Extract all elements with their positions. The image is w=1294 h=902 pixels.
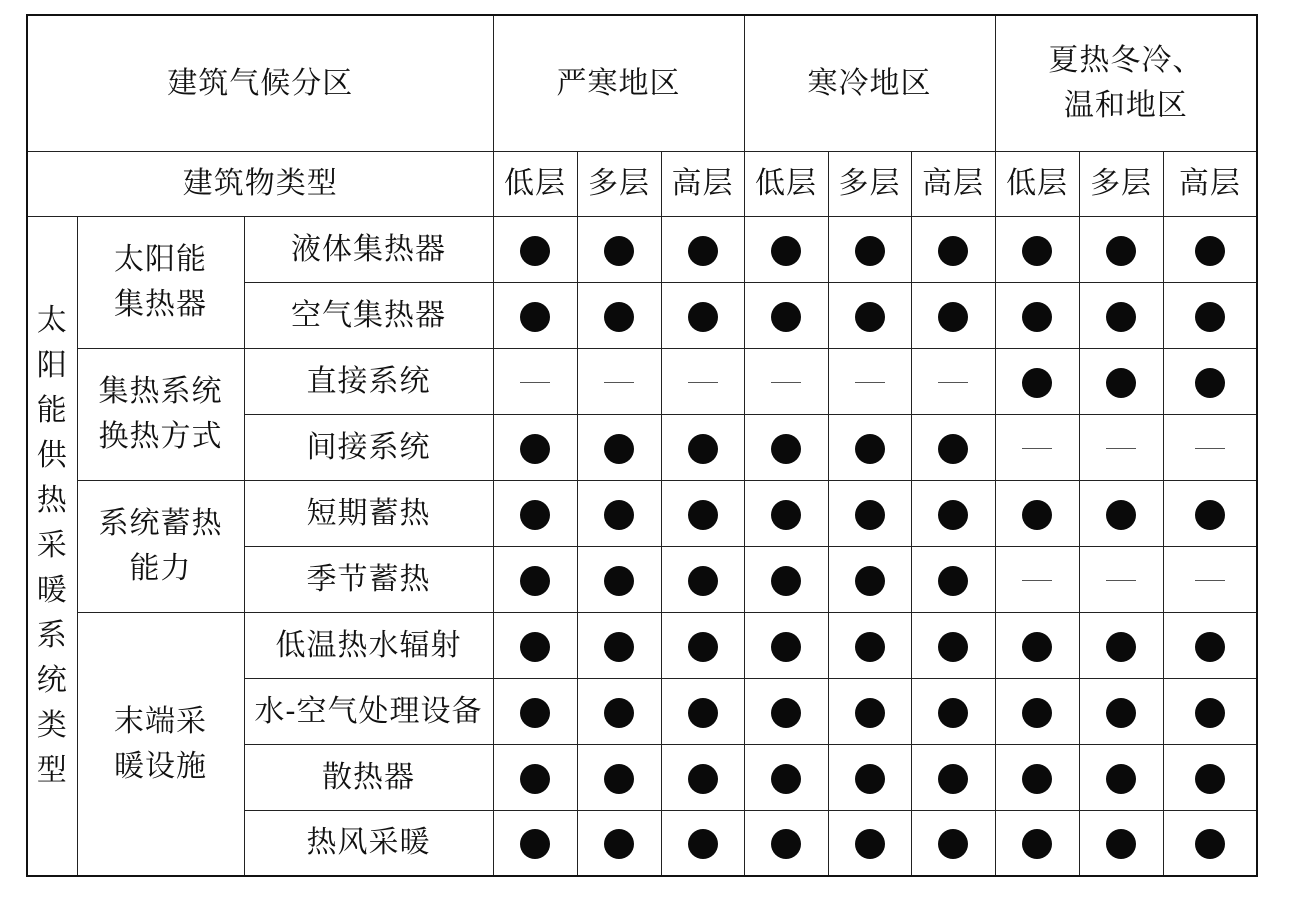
cell [828,612,911,678]
applicable-dot [688,698,718,728]
not-applicable-dash [688,382,718,383]
applicable-dot [1022,236,1052,266]
cell [828,282,911,348]
applicable-dot [520,829,550,859]
not-applicable-dash [938,382,968,383]
zone-hot-summer-mild [995,15,1257,151]
applicable-dot [938,434,968,464]
side-title-text: 太阳能供热采暖系统类型 [36,303,68,789]
applicable-dot [938,829,968,859]
not-applicable-dash [1195,580,1225,581]
cell [744,216,828,282]
applicable-dot [520,698,550,728]
applicable-dot [1195,500,1225,530]
applicable-dot [604,829,634,859]
cell [577,480,661,546]
cell [1079,612,1163,678]
applicable-dot [1106,764,1136,794]
cell [1163,282,1257,348]
row-label: 热风采暖 [244,810,493,876]
applicable-dot [1022,368,1052,398]
group-label-line1: 系统蓄热 [98,506,223,541]
applicable-dot [1106,632,1136,662]
cell [1079,810,1163,876]
applicable-dot [1195,764,1225,794]
cell [1079,480,1163,546]
applicable-dot [604,566,634,596]
cell [1079,414,1163,480]
zone-hot-summer-line1: 夏热冬冷、 [1048,43,1204,79]
applicable-dot [855,434,885,464]
applicable-dot [1022,764,1052,794]
cell [1163,216,1257,282]
cell [577,612,661,678]
applicable-dot [855,236,885,266]
cell [911,678,995,744]
applicable-dot [604,698,634,728]
applicable-dot [938,632,968,662]
cell [911,216,995,282]
group-label [77,612,244,876]
row-label: 低温热水辐射 [244,612,493,678]
row-label: 空气集热器 [244,282,493,348]
table-row [27,348,1257,414]
cell [661,414,744,480]
cell [744,810,828,876]
applicable-dot [604,764,634,794]
cell [995,348,1079,414]
zone-hot-summer-line2: 温和地区 [1063,88,1188,124]
applicable-dot [604,434,634,464]
applicable-dot [688,236,718,266]
cell [493,282,577,348]
applicable-dot [1106,829,1136,859]
applicable-dot [855,566,885,596]
cell [1163,414,1257,480]
applicable-dot [520,434,550,464]
cell [661,216,744,282]
group-label-line2: 能力 [129,551,192,586]
cell [828,546,911,612]
cell [493,810,577,876]
not-applicable-dash [520,382,550,383]
not-applicable-dash [604,382,634,383]
cell [911,744,995,810]
cell [493,546,577,612]
group-label-line1: 末端采 [114,703,207,739]
cell [1163,612,1257,678]
row-label: 间接系统 [244,414,493,480]
applicable-dot [520,302,550,332]
zone-header-label: 建筑气候分区 [27,15,493,151]
applicable-dot [688,434,718,464]
applicable-dot [938,764,968,794]
applicable-dot [1195,698,1225,728]
applicable-dot [771,434,801,464]
cell [995,480,1079,546]
cell [661,810,744,876]
cell [661,612,744,678]
cell [577,546,661,612]
cell [1079,216,1163,282]
applicable-dot [1195,236,1225,266]
not-applicable-dash [771,382,801,383]
applicable-dot [688,500,718,530]
cell [493,744,577,810]
cell [911,282,995,348]
height-header-7: 多层 [1079,151,1163,216]
applicable-dot [938,236,968,266]
cell [744,678,828,744]
not-applicable-dash [1022,448,1052,449]
table-row [27,612,1257,678]
not-applicable-dash [1022,580,1052,581]
cell [828,810,911,876]
applicable-dot [604,632,634,662]
not-applicable-dash [1106,580,1136,581]
group-label-line1: 集热系统 [98,374,223,409]
cell [828,480,911,546]
cell [1079,744,1163,810]
cell [744,348,828,414]
cell [661,678,744,744]
cell [1163,678,1257,744]
zone-severe-cold: 严寒地区 [493,15,744,151]
cell [995,414,1079,480]
cell [995,810,1079,876]
applicable-dot [938,302,968,332]
applicable-dot [771,764,801,794]
cell [995,546,1079,612]
height-header-5: 高层 [911,151,995,216]
cell [661,282,744,348]
applicable-dot [688,764,718,794]
applicable-dot [855,698,885,728]
height-header-3: 低层 [744,151,828,216]
cell [911,348,995,414]
height-header-6: 低层 [995,151,1079,216]
group-label-line2: 换热方式 [98,419,223,454]
cell [828,348,911,414]
applicable-dot [1106,302,1136,332]
applicable-dot [938,698,968,728]
row-label: 散热器 [244,744,493,810]
row-label: 液体集热器 [244,216,493,282]
height-header-4: 多层 [828,151,911,216]
cell [911,414,995,480]
building-type-label: 建筑物类型 [27,151,493,216]
cell [577,744,661,810]
applicable-dot [520,764,550,794]
applicable-dot [771,500,801,530]
applicable-dot [1022,632,1052,662]
cell [828,744,911,810]
cell [828,216,911,282]
cell [577,810,661,876]
cell [744,546,828,612]
applicable-dot [771,566,801,596]
cell [1163,546,1257,612]
climate-zone-table [26,14,1258,877]
height-header-1: 多层 [577,151,661,216]
cell [1163,744,1257,810]
applicable-dot [1022,500,1052,530]
cell [744,612,828,678]
cell [828,678,911,744]
applicable-dot [938,500,968,530]
cell [995,744,1079,810]
cell [1163,810,1257,876]
applicable-dot [1195,632,1225,662]
cell [493,612,577,678]
applicable-dot [1195,302,1225,332]
group-label-line1: 太阳能 [114,242,207,277]
cell [493,480,577,546]
cell [995,282,1079,348]
cell [577,282,661,348]
applicable-dot [520,566,550,596]
applicable-dot [520,236,550,266]
cell [995,612,1079,678]
applicable-dot [771,302,801,332]
zone-cold: 寒冷地区 [744,15,995,151]
applicable-dot [688,566,718,596]
row-label: 短期蓄热 [244,480,493,546]
cell [911,612,995,678]
cell [911,480,995,546]
cell [744,480,828,546]
applicable-dot [855,302,885,332]
cell [661,348,744,414]
group-label-line2: 暖设施 [114,748,207,784]
cell [577,414,661,480]
group-label-line2: 集热器 [114,287,207,322]
applicable-dot [771,829,801,859]
cell [911,546,995,612]
applicable-dot [688,302,718,332]
cell [577,678,661,744]
cell [995,216,1079,282]
group-label [77,348,244,480]
applicable-dot [855,764,885,794]
applicable-dot [688,829,718,859]
cell [577,216,661,282]
applicable-dot [1022,829,1052,859]
applicable-dot [771,698,801,728]
applicable-dot [771,632,801,662]
applicable-dot [520,632,550,662]
not-applicable-dash [1106,448,1136,449]
cell [1163,480,1257,546]
group-label [77,216,244,348]
not-applicable-dash [1195,448,1225,449]
cell [661,480,744,546]
applicable-dot [604,500,634,530]
applicable-dot [604,236,634,266]
applicable-dot [688,632,718,662]
cell [1163,348,1257,414]
applicable-dot [1022,698,1052,728]
applicable-dot [1106,236,1136,266]
group-label [77,480,244,612]
cell [493,216,577,282]
applicable-dot [938,566,968,596]
cell [911,810,995,876]
applicable-dot [1106,368,1136,398]
table-row [27,480,1257,546]
cell [661,546,744,612]
cell [1079,678,1163,744]
cell [577,348,661,414]
not-applicable-dash [855,382,885,383]
building-type-row [27,151,1257,216]
height-header-2: 高层 [661,151,744,216]
cell [995,678,1079,744]
applicable-dot [855,500,885,530]
applicable-dot [855,632,885,662]
applicable-dot [604,302,634,332]
height-header-8: 高层 [1163,151,1257,216]
cell [744,282,828,348]
applicable-dot [1195,829,1225,859]
cell [1079,546,1163,612]
applicable-dot [1022,302,1052,332]
row-label: 水-空气处理设备 [244,678,493,744]
side-title [27,216,77,876]
table-row [27,216,1257,282]
cell [493,678,577,744]
cell [493,348,577,414]
cell [828,414,911,480]
row-label: 季节蓄热 [244,546,493,612]
height-header-0: 低层 [493,151,577,216]
applicable-dot [855,829,885,859]
row-label: 直接系统 [244,348,493,414]
cell [1079,348,1163,414]
applicable-dot [1106,698,1136,728]
cell [744,414,828,480]
cell [661,744,744,810]
applicable-dot [1106,500,1136,530]
applicable-dot [1195,368,1225,398]
applicable-dot [520,500,550,530]
cell [744,744,828,810]
applicable-dot [771,236,801,266]
cell [1079,282,1163,348]
zone-header-row [27,15,1257,151]
cell [493,414,577,480]
